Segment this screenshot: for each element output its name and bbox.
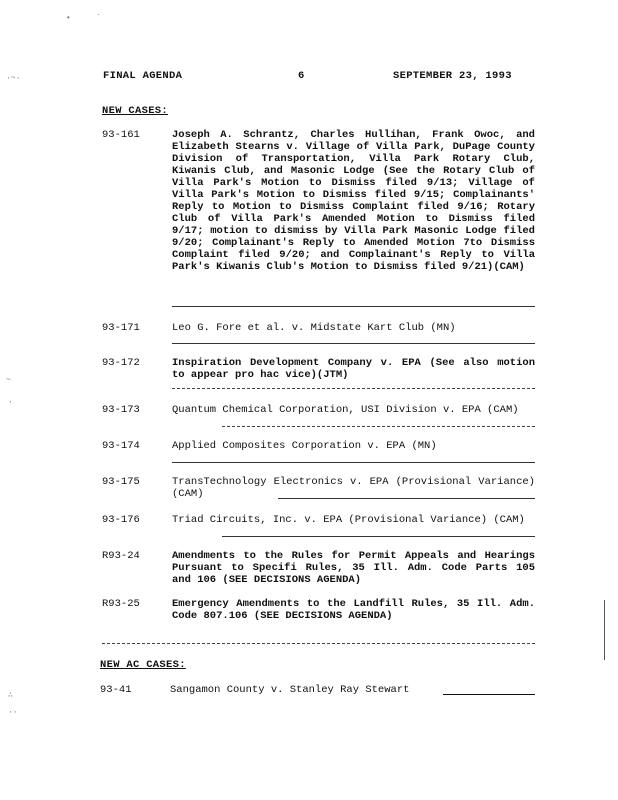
case-description: Applied Composites Corporation v. EPA (MN) <box>172 440 437 452</box>
agenda-date: SEPTEMBER 23, 1993 <box>393 70 512 82</box>
case-description: Sangamon County v. Stanley Ray Stewart <box>170 684 410 696</box>
scan-speck: · <box>8 398 13 407</box>
fill-line <box>278 498 535 499</box>
case-number: 93-174 <box>102 440 140 452</box>
case-number: 93-41 <box>100 684 132 696</box>
case-number: R93-25 <box>102 598 140 610</box>
case-description: TransTechnology Electronics v. EPA (Provisional Variance)(CAM) <box>172 476 535 500</box>
separator-line <box>172 343 535 344</box>
scan-speck: ∴ <box>8 691 13 700</box>
case-description: Leo G. Fore et al. v. Midstate Kart Club (MN) <box>172 322 456 334</box>
case-description: Inspiration Development Company v. EPA (See also motion to appear pro hac vice)(JTM) <box>172 357 535 381</box>
fill-line <box>222 426 535 427</box>
agenda-title: FINAL AGENDA <box>103 70 183 82</box>
page-number: 6 <box>298 70 305 82</box>
case-description: Amendments to the Rules for Permit Appeals and Hearings Pursuant to Specifi Rules, 35 Ill. Adm. Code Parts 105 and 106 (SEE DECISIONS AGENDA) <box>172 550 535 586</box>
case-number: 93-175 <box>102 476 140 488</box>
case-number: 93-176 <box>102 514 140 526</box>
case-number: 93-161 <box>102 129 140 141</box>
separator-line <box>172 462 535 463</box>
separator-line <box>102 643 535 644</box>
scan-speck: • <box>66 14 71 23</box>
fill-line <box>222 536 535 537</box>
case-number: 93-172 <box>102 357 140 369</box>
new-cases-heading: NEW CASES: <box>102 105 169 117</box>
scan-speck: ` <box>96 14 101 23</box>
case-description: Emergency Amendments to the Landfill Rules, 35 Ill. Adm. Code 807.106 (SEE DECISIONS AGENDA) <box>172 598 535 622</box>
new-ac-cases-heading: NEW AC CASES: <box>100 659 186 671</box>
fill-line <box>443 694 535 695</box>
case-number: R93-24 <box>102 550 140 562</box>
case-description: Triad Circuits, Inc. v. EPA (Provisional Variance) (CAM) <box>172 514 525 526</box>
case-number: 93-171 <box>102 322 140 334</box>
case-number: 93-173 <box>102 404 140 416</box>
scan-edge-mark <box>604 600 605 660</box>
case-description: Quantum Chemical Corporation, USI Division v. EPA (CAM) <box>172 404 519 416</box>
case-description: Joseph A. Schrantz, Charles Hullihan, Frank Owoc, and Elizabeth Stearns v. Village of Villa Park, DuPage County Division of Transportation, Villa Park Rotary Club, Kiwanis Club, and Masonic Lodge (See the Rotary Club of Villa Park's Motion to Dismiss filed 9/13; Village of Villa Park's Motion to Dismiss filed 9/15; Complainants' Reply to Motion to Dismiss Complaint filed 9/16; Rotary Club of Villa Park's Amended Motion to Dismiss filed 9/17; motion to dismiss by Villa Park Masonic Lodge filed 9/20; Complainant's Reply to Amended Motion 7to Dismiss Complaint filed 9/20; and Complainant's Reply to Villa Park's Kiwanis Club's Motion to Dismiss filed 9/21)(CAM) <box>172 129 535 273</box>
scan-speck: ·~· <box>6 74 21 83</box>
separator-line <box>172 388 535 389</box>
scan-speck: ·· <box>8 708 18 717</box>
separator-line <box>172 306 535 307</box>
scan-speck: ~ <box>6 376 11 385</box>
